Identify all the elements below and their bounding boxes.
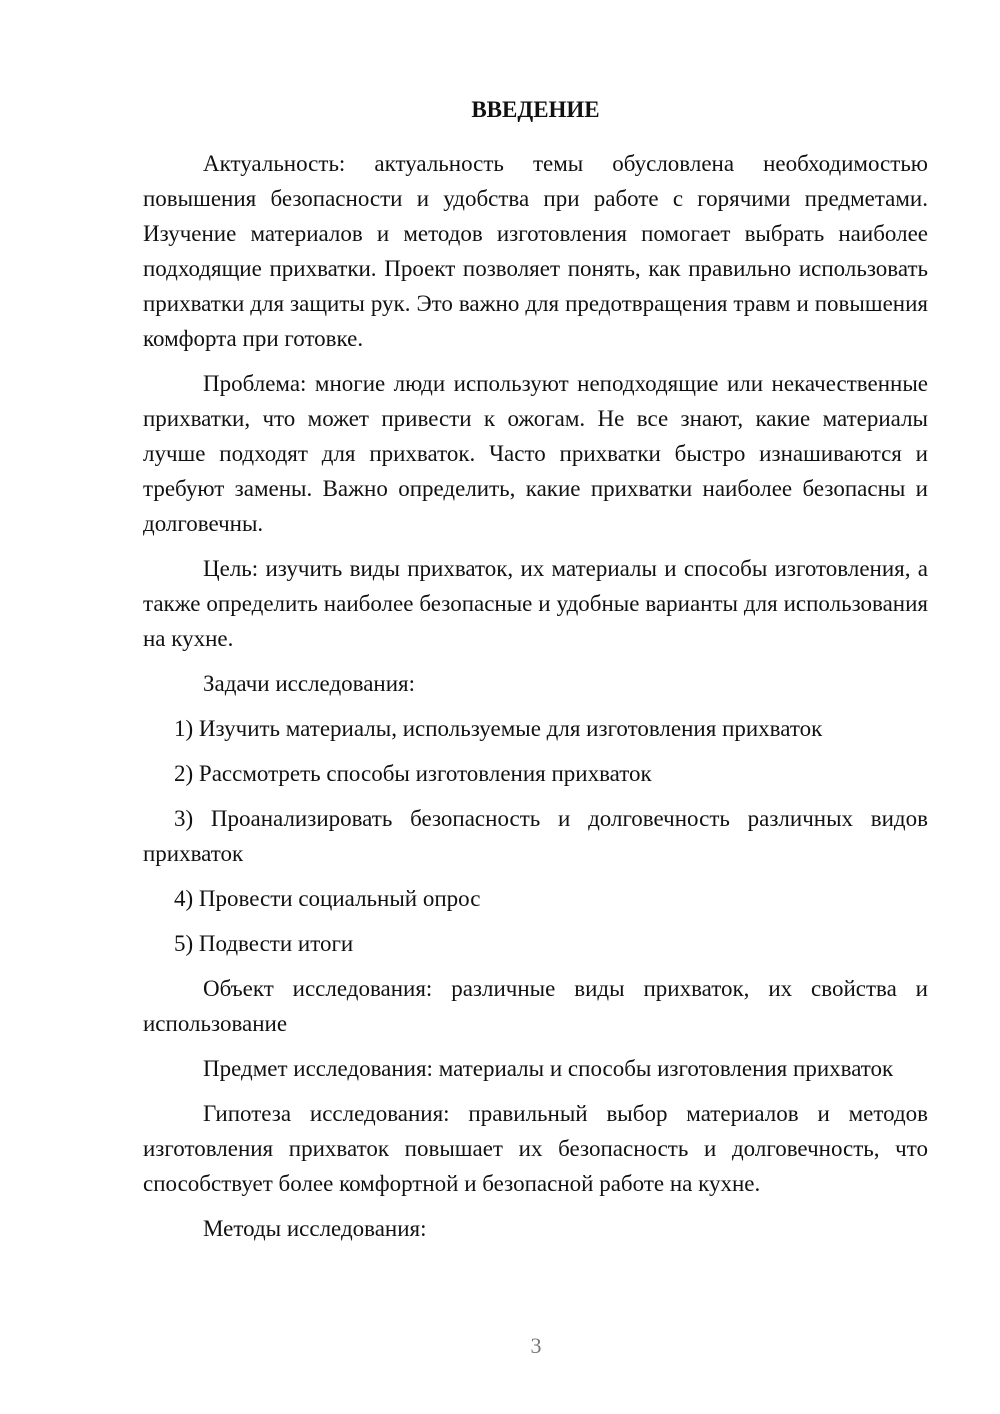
task-item-3: 3) Проанализировать безопасность и долговечность различных видов прихваток [143, 806, 928, 866]
section-title: ВВЕДЕНИЕ [471, 97, 600, 122]
paragraph-methods: Методы исследования: [203, 1216, 427, 1241]
paragraph-problem: Проблема: многие люди используют неподходящие или некачественные прихватки, что может привести к ожогам. Не все знают, какие материалы лучше подходят для прихваток. Часто прихватки быстро изнашиваются и требуют замены. Важно определить, какие прихватки наиболее безопасны и долговечны. [143, 371, 928, 536]
paragraph-relevance: Актуальность: актуальность темы обусловлена необходимостью повышения безопасности и удобства при работе с горячими предметами. Изучение материалов и методов изготовления помогает выбрать наиболее подходящие прихватки. Проект позволяет понять, как правильно использовать прихватки для защиты рук. Это важно для предотвращения травм и повышения комфорта при готовке. [143, 151, 928, 351]
task-item-5: 5) Подвести итоги [174, 931, 354, 956]
task-item-2: 2) Рассмотреть способы изготовления прихваток [174, 761, 652, 786]
paragraph-subject: Предмет исследования: материалы и способы изготовления прихваток [203, 1056, 894, 1081]
task-item-1: 1) Изучить материалы, используемые для изготовления прихваток [174, 716, 823, 741]
paragraph-hypothesis: Гипотеза исследования: правильный выбор материалов и методов изготовления прихваток повышает их безопасность и долговечность, что способствует более комфортной и безопасной работе на кухне. [143, 1101, 928, 1196]
paragraph-object: Объект исследования: различные виды прихваток, их свойства и использование [143, 976, 928, 1036]
task-item-4: 4) Провести социальный опрос [174, 886, 481, 911]
page-number: 3 [530, 1333, 542, 1358]
page-content [143, 92, 928, 1256]
paragraph-tasks-heading: Задачи исследования: [203, 671, 416, 696]
paragraph-goal: Цель: изучить виды прихваток, их материалы и способы изготовления, а также определить наиболее безопасные и удобные варианты для использования на кухне. [143, 556, 928, 651]
